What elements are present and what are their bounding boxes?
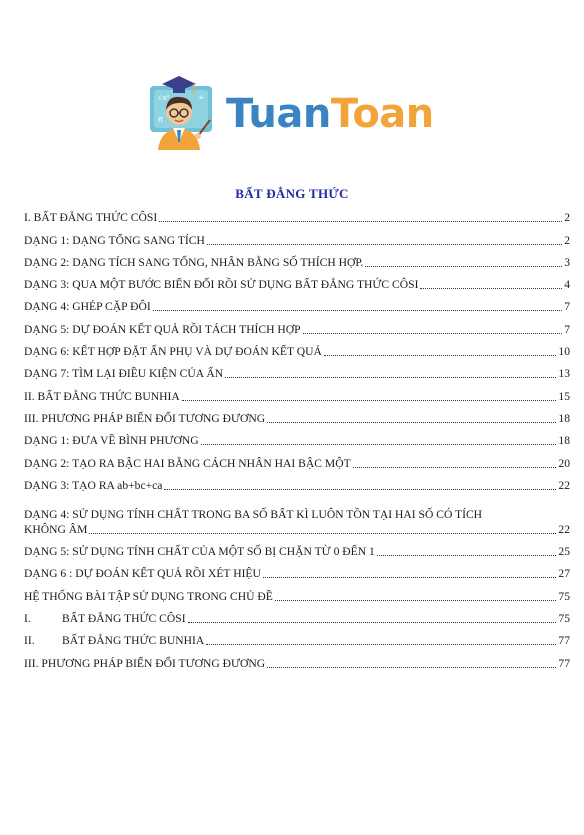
toc-entry-page: 3: [564, 255, 570, 269]
toc-entry-label: DẠNG 5: DỰ ĐOÁN KẾT QUẢ RỒI TÁCH THÍCH HỢP: [24, 322, 301, 336]
toc-entry-label: DẠNG 3: TẠO RA ab+bc+ca: [24, 478, 163, 492]
toc-entry-numeral: I.: [24, 612, 31, 626]
toc-leader-dots: [324, 355, 557, 356]
toc-entry-page: 18: [558, 411, 570, 425]
brand-wordmark: [226, 91, 434, 137]
toc-entry[interactable]: [24, 451, 570, 473]
toc-entry-page: 10: [558, 345, 570, 359]
toc-entry-page: 18: [558, 434, 570, 448]
toc-entry[interactable]: [24, 317, 570, 339]
toc-entry-page: 75: [558, 589, 570, 603]
toc-entry-label: DẠNG 2: DẠNG TÍCH SANG TỔNG, NHÂN BẰNG SỐ THÍCH HỢP.: [24, 255, 364, 269]
toc-leader-dots: [89, 533, 556, 534]
toc-entry[interactable]: [24, 584, 570, 606]
toc-entry-label: DẠNG 4: SỬ DỤNG TÍNH CHẤT TRONG BA SỐ BẤT KÌ LUÔN TỒN TẠI HAI SỐ CÓ TÍCH: [24, 507, 483, 521]
toc-entry-label: DẠNG 3: QUA MỘT BƯỚC BIẾN ĐỔI RỒI SỬ DỤNG BẤT ĐẲNG THỨC CÔSI: [24, 278, 419, 292]
toc-entry[interactable]: [24, 407, 570, 429]
toc-leader-dots: [164, 489, 556, 490]
toc-leader-dots: [201, 444, 557, 445]
brand-part2: Toan: [330, 91, 434, 137]
toc-entry-label: DẠNG 7: TÌM LẠI ĐIỀU KIỆN CỦA ẨN: [24, 367, 224, 381]
toc-entry-page: 25: [558, 545, 570, 559]
toc-entry-label: DẠNG 6: KẾT HỢP ĐẶT ẨN PHỤ VÀ DỰ ĐOÁN KẾT QUẢ: [24, 345, 322, 359]
toc-entry[interactable]: [24, 228, 570, 250]
toc-entry-label: III. PHƯƠNG PHÁP BIẾN ĐỔI TƯƠNG ĐƯƠNG: [24, 656, 266, 670]
toc-entry[interactable]: [24, 562, 570, 584]
toc-leader-dots: [353, 467, 557, 468]
toc-entry[interactable]: [24, 607, 570, 629]
toc-leader-dots: [365, 266, 562, 267]
toc-entry-label: DẠNG 4: GHÉP CẶP ĐÔI: [24, 300, 151, 314]
toc-entry[interactable]: [24, 251, 570, 273]
toc-entry[interactable]: [24, 273, 570, 295]
toc-entry-page: 2: [564, 211, 570, 225]
toc-leader-dots: [182, 400, 557, 401]
toc-leader-dots: [207, 244, 562, 245]
toc-entry-label: II. BẤT ĐẲNG THỨC BUNHIA: [24, 389, 180, 403]
toc-entry[interactable]: [24, 496, 570, 540]
toc-entry-page: 7: [564, 322, 570, 336]
toc-entry-label-continued: KHÔNG ÂM: [24, 522, 88, 536]
toc-leader-dots: [225, 377, 556, 378]
toc-leader-dots: [267, 667, 556, 668]
toc-entry-label: I. BẤT ĐẲNG THỨC CÔSI: [24, 211, 158, 225]
toc-entry[interactable]: [24, 540, 570, 562]
toc-entry[interactable]: [24, 629, 570, 651]
toc-entry-page: 75: [558, 612, 570, 626]
toc-entry-page: 27: [558, 567, 570, 581]
toc-entry-label: DẠNG 5: SỬ DỤNG TÍNH CHẤT CỦA MỘT SỐ BỊ CHẶN TỪ 0 ĐẾN 1: [24, 545, 375, 559]
toc-entry[interactable]: [24, 206, 570, 228]
toc-entry-label: DẠNG 2: TẠO RA BẬC HAI BẰNG CÁCH NHÂN HAI BẬC MỘT: [24, 456, 351, 470]
svg-text:π: π: [158, 115, 163, 124]
toc-entry-page: 13: [558, 367, 570, 381]
toc-entry[interactable]: [24, 295, 570, 317]
toc-leader-dots: [275, 600, 557, 601]
toc-entry[interactable]: [24, 651, 570, 673]
toc-entry-label: HỆ THỐNG BÀI TẬP SỬ DỤNG TRONG CHỦ ĐỀ: [24, 589, 273, 603]
toc-leader-dots: [303, 333, 563, 334]
toc-entry-page: 77: [558, 634, 570, 648]
svg-text:÷: ÷: [198, 93, 205, 102]
toc-entry-page: 15: [558, 389, 570, 403]
toc-entry-label: BẤT ĐẲNG THỨC CÔSI: [62, 612, 186, 626]
toc-entry[interactable]: [24, 474, 570, 496]
toc-entry[interactable]: [24, 429, 570, 451]
brand-part1: Tuan: [226, 91, 331, 137]
document-title: BẤT ĐẲNG THỨC: [235, 186, 349, 201]
toc-entry-page: 22: [558, 478, 570, 492]
toc-leader-dots: [153, 310, 563, 311]
toc-leader-dots: [159, 221, 562, 222]
toc-entry-page: 22: [558, 522, 570, 536]
toc-leader-dots: [206, 644, 556, 645]
toc-entry[interactable]: [24, 340, 570, 362]
toc-entry-page: 7: [564, 300, 570, 314]
toc-entry-page: 2: [564, 233, 570, 247]
toc-entry-label: DẠNG 1: DẠNG TỔNG SANG TÍCH: [24, 233, 205, 247]
toc-leader-dots: [420, 288, 562, 289]
toc-entry-label: BẤT ĐẲNG THỨC BUNHIA: [62, 634, 205, 648]
toc-entry[interactable]: [24, 362, 570, 384]
toc-leader-dots: [267, 422, 556, 423]
toc-leader-dots: [188, 622, 557, 623]
toc-entry-label: DẠNG 6 : DỰ ĐOÁN KẾT QUẢ RỒI XÉT HIỆU: [24, 567, 261, 581]
toc-entry-page: 20: [558, 456, 570, 470]
toc-leader-dots: [263, 577, 557, 578]
toc-entry-label: III. PHƯƠNG PHÁP BIẾN ĐỔI TƯƠNG ĐƯƠNG: [24, 411, 266, 425]
teacher-mascot-icon: [140, 70, 218, 152]
toc-entry-label: DẠNG 1: ĐƯA VỀ BÌNH PHƯƠNG: [24, 434, 199, 448]
svg-text:√x²: √x²: [158, 94, 170, 102]
toc-entry-page: 4: [564, 278, 570, 292]
toc-entry-page: 77: [558, 656, 570, 670]
toc-entry-numeral: II.: [24, 634, 35, 648]
brand-logo: [140, 66, 450, 156]
table-of-contents: [24, 206, 570, 674]
toc-leader-dots: [377, 555, 557, 556]
toc-entry[interactable]: [24, 384, 570, 406]
